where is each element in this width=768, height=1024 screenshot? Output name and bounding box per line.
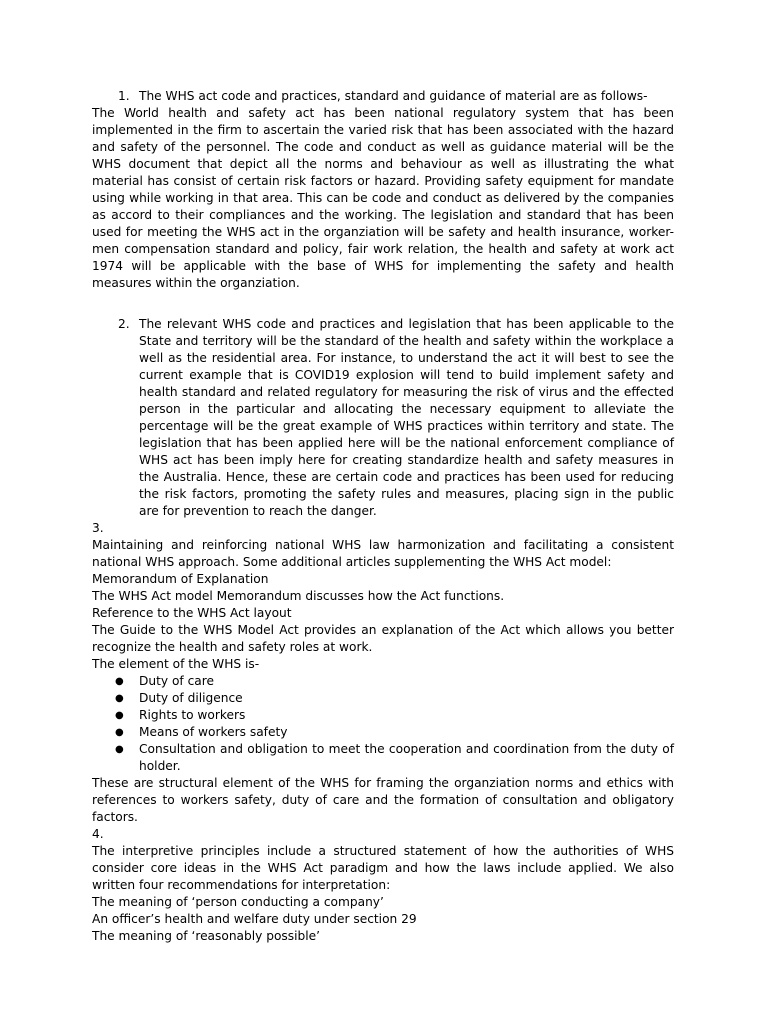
section-1-number: 1. — [118, 89, 130, 103]
list-item — [92, 690, 674, 707]
memo-title: Memorandum of Explanation — [92, 572, 269, 586]
section-1-heading-text: The WHS act code and practices, standard and guidance of material are as follows- — [139, 89, 648, 103]
recommendation-item: The meaning of ‘reasonably possible’ — [92, 929, 321, 943]
element-intro: The element of the WHS is- — [92, 657, 260, 671]
section-4-intro: The interpretive principles include a structured statement of how the authorities of WHS consider core ideas in the WHS Act paradigm and how the laws include applied. We also written four recommendations for interpretation: — [92, 844, 674, 892]
bullet-icon: ● — [115, 676, 124, 687]
list-item — [92, 707, 674, 724]
bullet-icon: ● — [115, 710, 124, 721]
list-item-text: Duty of care — [139, 674, 215, 688]
section-2-body: The relevant WHS code and practices and legislation that has been applicable to the State and territory will be the standard of the health and safety within the workplace a well as the residential area. For instance, to understand the act it will best to see the current example that is COVID19 explosion will tend to build implement safety and health standard and related regulatory for measuring the risk of virus and the effected person in the particular and allocating the necessary equipment to alleviate the percentage will be the great example of WHS practices within territory and state. The legislation that has been applied here will be the national enforcement compliance of WHS act has been imply here for creating standardize health and safety measures in the Australia. Hence, these are certain code and practices has been used for reducing the risk factors, promoting the safety rules and measures, placing sign in the public are for prevention to reach the danger. — [139, 317, 674, 518]
section-2-number: 2. — [118, 317, 130, 331]
list-item-text: Consultation and obligation to meet the cooperation and coordination from the duty of holder. — [139, 742, 674, 773]
list-item-text: Duty of diligence — [139, 691, 243, 705]
reference-text: The Guide to the WHS Model Act provides an explanation of the Act which allows you better recognize the health and safety roles at work. — [92, 623, 674, 654]
document-page — [92, 88, 674, 945]
list-item-text: Means of workers safety — [139, 725, 288, 739]
section-3-intro: Maintaining and reinforcing national WHS law harmonization and facilitating a consistent national WHS approach. Some additional articles supplementing the WHS Act model: — [92, 538, 674, 569]
section-3-closing: These are structural element of the WHS for framing the organziation norms and ethics with references to workers safety, duty of care and the formation of consultation and obligatory factors. — [92, 776, 674, 824]
recommendation-item: An officer’s health and welfare duty under section 29 — [92, 912, 417, 926]
section-1-heading — [92, 88, 674, 105]
element-list — [92, 673, 674, 775]
section-2 — [92, 316, 674, 520]
list-item — [92, 741, 674, 775]
bullet-icon: ● — [115, 744, 124, 755]
section-4-number: 4. — [92, 827, 104, 841]
bullet-icon: ● — [115, 727, 124, 738]
list-item — [92, 724, 674, 741]
list-item-text: Rights to workers — [139, 708, 246, 722]
section-3-number: 3. — [92, 521, 104, 535]
memo-text: The WHS Act model Memorandum discusses how the Act functions. — [92, 589, 505, 603]
recommendation-item: The meaning of ‘person conducting a company’ — [92, 895, 384, 909]
list-item — [92, 673, 674, 690]
reference-title: Reference to the WHS Act layout — [92, 606, 292, 620]
spacer — [92, 292, 674, 316]
section-1-body: The World health and safety act has been national regulatory system that has been implemented in the firm to ascertain the varied risk that has been associated with the hazard and safety of the personnel. The code and conduct as well as guidance material will be the WHS document that depict all the norms and behaviour as well as illustrating the what material has consist of certain risk factors or hazard. Providing safety equipment for mandate using while working in that area. This can be code and conduct as delivered by the companies as accord to their compliances and the working. The legislation and standard that has been used for meeting the WHS act in the organziation will be safety and health insurance, worker-men compensation standard and policy, fair work relation, the health and safety at work act 1974 will be applicable with the base of WHS for implementing the safety and health measures within the organziation. — [92, 106, 674, 290]
bullet-icon: ● — [115, 693, 124, 704]
